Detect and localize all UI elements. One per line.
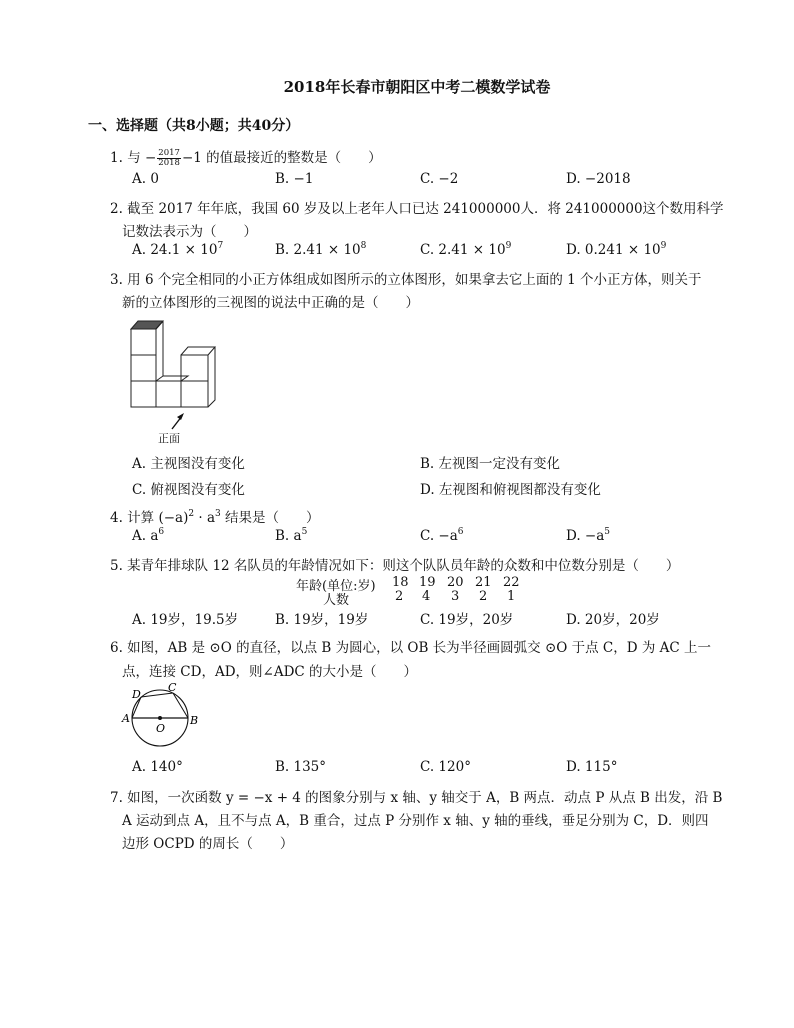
age-table-cell: 19 (419, 575, 436, 590)
question-4 (110, 506, 320, 526)
q2-option-d-base: D. 0.241 × 10 (566, 242, 661, 258)
page-title: 2018年长春市朝阳区中考二模数学试卷 (283, 78, 551, 96)
q1-frac-den: 2018 (158, 158, 180, 168)
q5-option-d[interactable]: D. 20岁，20岁 (566, 612, 660, 628)
q3-option-d[interactable]: D. 左视图和俯视图都没有变化 (420, 482, 601, 498)
q7-line-1: 7. 如图，一次函数 y = −x + 4 的图象分别与 x 轴、y 轴交于 A，B 两点．动点 P 从点 B 出发，沿 B (110, 790, 723, 806)
point-b-label: B (190, 714, 199, 727)
cube-figure (125, 316, 235, 448)
q4-prefix: 4. 计算 (−a) (110, 510, 189, 526)
front-label: 正面 (158, 432, 180, 445)
q7-line-2: A 运动到点 A，且不与点 A，B 重合，过点 P 分别作 x 轴、y 轴的垂线，垂足分别为 C，D．则四 (122, 813, 709, 829)
q2-option-a-base: A. 24.1 × 10 (132, 242, 218, 258)
q2-option-c-base: C. 2.41 × 10 (420, 242, 506, 258)
point-c-label: C (168, 681, 177, 694)
q2-line-2: 记数法表示为（ ） (122, 224, 257, 240)
q2-option-c[interactable] (420, 242, 511, 258)
q1-suffix: −1 的值最接近的整数是（ ） (181, 150, 382, 166)
q1-option-b[interactable]: B. −1 (275, 171, 314, 187)
q4-option-b-exp: 5 (301, 527, 308, 537)
q1-option-a[interactable]: A. 0 (132, 171, 159, 187)
q3-line-1: 3. 用 6 个完全相同的小正方体组成如图所示的立体图形，如果拿去它上面的 1 个小正方体，则关于 (110, 272, 702, 288)
q3-option-c[interactable]: C. 俯视图没有变化 (132, 482, 245, 498)
q4-exp-1: 2 (188, 509, 195, 519)
point-o-label: O (156, 722, 166, 735)
q2-option-d[interactable] (566, 242, 666, 258)
q4-option-b-base: B. a (275, 528, 302, 544)
age-table-cell: 22 (503, 575, 520, 590)
q3-option-a[interactable]: A. 主视图没有变化 (132, 456, 245, 472)
q4-option-c-base: C. −a (420, 528, 458, 544)
q2-option-b[interactable] (275, 242, 366, 258)
q5-option-c[interactable]: C. 19岁，20岁 (420, 612, 514, 628)
q5-option-b[interactable]: B. 19岁，19岁 (275, 612, 369, 628)
age-table-cell: 2 (479, 589, 488, 604)
age-table-cell: 1 (507, 589, 516, 604)
q1-number: 1. (110, 150, 123, 166)
q1-frac-num: 2017 (158, 148, 180, 158)
q2-option-c-exp: 9 (505, 241, 512, 251)
q4-option-a-exp: 6 (158, 527, 165, 537)
q1-option-c[interactable]: C. −2 (420, 171, 459, 187)
q1-option-d[interactable]: D. −2018 (566, 171, 631, 187)
question-1 (110, 146, 382, 168)
q4-option-d-exp: 5 (604, 527, 611, 537)
q6-option-a[interactable]: A. 140° (132, 759, 183, 775)
age-table-cell: 3 (451, 589, 460, 604)
q4-mid: · a (198, 510, 216, 526)
age-table-cell: 21 (475, 575, 492, 590)
q4-option-c[interactable] (420, 528, 464, 544)
q3-option-b[interactable]: B. 左视图一定没有变化 (420, 456, 561, 472)
q4-option-c-exp: 6 (457, 527, 464, 537)
q4-option-a-base: A. a (132, 528, 159, 544)
q5-line-1: 5. 某青年排球队 12 名队员的年龄情况如下：则这个队队员年龄的众数和中位数分别是（ ） (110, 558, 680, 574)
q4-option-d[interactable] (566, 528, 610, 544)
age-table-row-1-label: 年龄(单位:岁) (296, 579, 376, 594)
q4-option-d-base: D. −a (566, 528, 605, 544)
age-table-cell: 2 (395, 589, 404, 604)
q1-prefix: 与 − (127, 150, 157, 166)
q2-option-b-exp: 8 (360, 241, 367, 251)
q2-line-1: 2. 截至 2017 年年底，我国 60 岁及以上老年人口已达 241000000人．将 241000000这个数用科学 (110, 201, 724, 217)
q4-option-b[interactable] (275, 528, 307, 544)
q5-option-a[interactable]: A. 19岁，19.5岁 (132, 612, 239, 628)
q1-fraction (157, 149, 181, 168)
q2-option-b-base: B. 2.41 × 10 (275, 242, 361, 258)
q2-option-a-exp: 7 (217, 241, 224, 251)
q2-option-a[interactable] (132, 242, 223, 258)
q4-suffix: 结果是（ ） (220, 510, 320, 526)
q4-option-a[interactable] (132, 528, 164, 544)
q4-exp-2: 3 (215, 509, 221, 519)
q6-line-1: 6. 如图，AB 是 ⊙O 的直径，以点 B 为圆心，以 OB 长为半径画圆弧交 ⊙O 于点 C，D 为 AC 上一 (110, 640, 712, 656)
q3-line-2: 新的立体图形的三视图的说法中正确的是（ ） (122, 295, 419, 311)
q6-line-2: 点，连接 CD，AD，则∠ADC 的大小是（ ） (122, 664, 418, 680)
q2-option-d-exp: 9 (660, 241, 667, 251)
q6-option-c[interactable]: C. 120° (420, 759, 471, 775)
age-table-cell: 20 (447, 575, 464, 590)
q6-option-d[interactable]: D. 115° (566, 759, 618, 775)
q6-option-b[interactable]: B. 135° (275, 759, 327, 775)
circle-figure (120, 680, 210, 752)
point-d-label: D (132, 688, 141, 701)
age-table-cell: 18 (392, 575, 409, 590)
age-table-row-2-label: 人数 (323, 593, 350, 608)
age-table-cell: 4 (422, 589, 431, 604)
section-heading: 一、选择题（共8小题；共40分） (88, 118, 300, 134)
q7-line-3: 边形 OCPD 的周长（ ） (122, 836, 294, 852)
point-a-label: A (122, 712, 130, 725)
